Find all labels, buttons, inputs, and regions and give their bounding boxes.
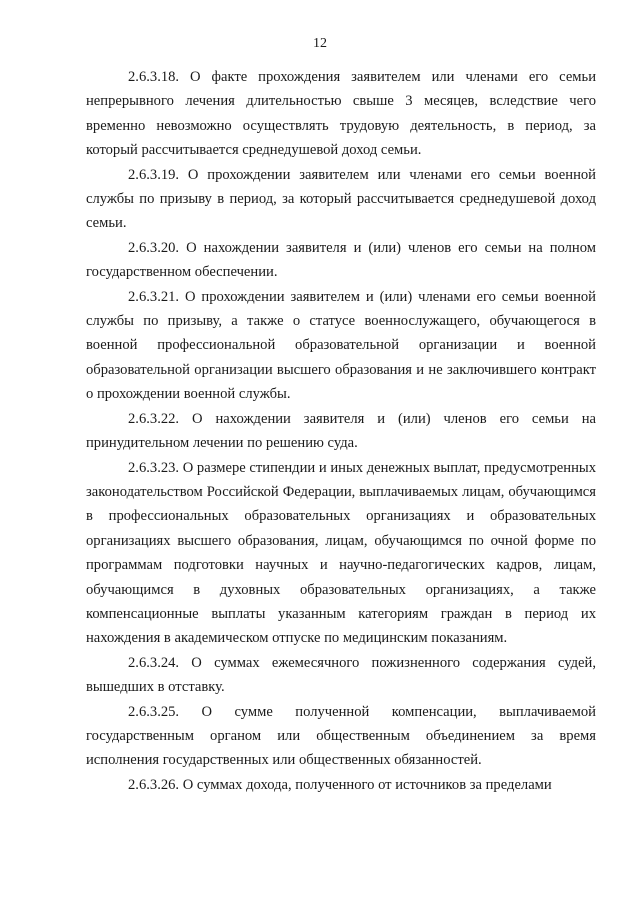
paragraph-2-6-3-22: 2.6.3.22. О нахождении заявителя и (или) членов его семьи на принудительном лечении по решению суда. — [86, 410, 596, 452]
document-body — [86, 65, 596, 797]
paragraph-2-6-3-25: 2.6.3.25. О сумме полученной компенсации, выплачиваемой государственным органом или общественным объединением за время исполнения государственных или общественных обязанностей. — [86, 703, 596, 769]
page-number: 12 — [313, 36, 327, 51]
paragraph-2-6-3-24: 2.6.3.24. О суммах ежемесячного пожизненного содержания судей, вышедших в отставку. — [86, 654, 596, 696]
paragraph-2-6-3-21: 2.6.3.21. О прохождении заявителем и (или) членами его семьи военной службы по призыву, а также о статусе военнослужащего, обучающегося в военной профессиональной образовательной организации и военной образовательной организации высшего образования и не заключившего контракт о прохождении военной службы. — [86, 288, 596, 403]
paragraph-2-6-3-18: 2.6.3.18. О факте прохождения заявителем или членами его семьи непрерывного лечения длительностью свыше 3 месяцев, вследствие чего временно невозможно осуществлять трудовую деятельность, в период, за который рассчитывается среднедушевой доход семьи. — [86, 69, 596, 159]
paragraph-2-6-3-23: 2.6.3.23. О размере стипендии и иных денежных выплат, предусмотренных законодательством Российской Федерации, выплачиваемых лицам, обучающимся в профессиональных образовательных организациях и образовательных организациях высшего образования, лицам, обучающимся по очной форме по программам подготовки научных и научно-педагогических кадров, лицам, обучающимся в духовных образовательных организациях, а также компенсационные выплаты указанным категориям граждан в период их нахождения в академическом отпуске по медицинским показаниям. — [86, 459, 596, 647]
paragraph-2-6-3-19: 2.6.3.19. О прохождении заявителем или членами его семьи военной службы по призыву в период, за который рассчитывается среднедушевой доход семьи. — [86, 166, 596, 232]
paragraph-2-6-3-26: 2.6.3.26. О суммах дохода, полученного от источников за пределами — [128, 776, 552, 793]
paragraph-2-6-3-20: 2.6.3.20. О нахождении заявителя и (или) членов его семьи на полном государственном обеспечении. — [86, 239, 596, 281]
